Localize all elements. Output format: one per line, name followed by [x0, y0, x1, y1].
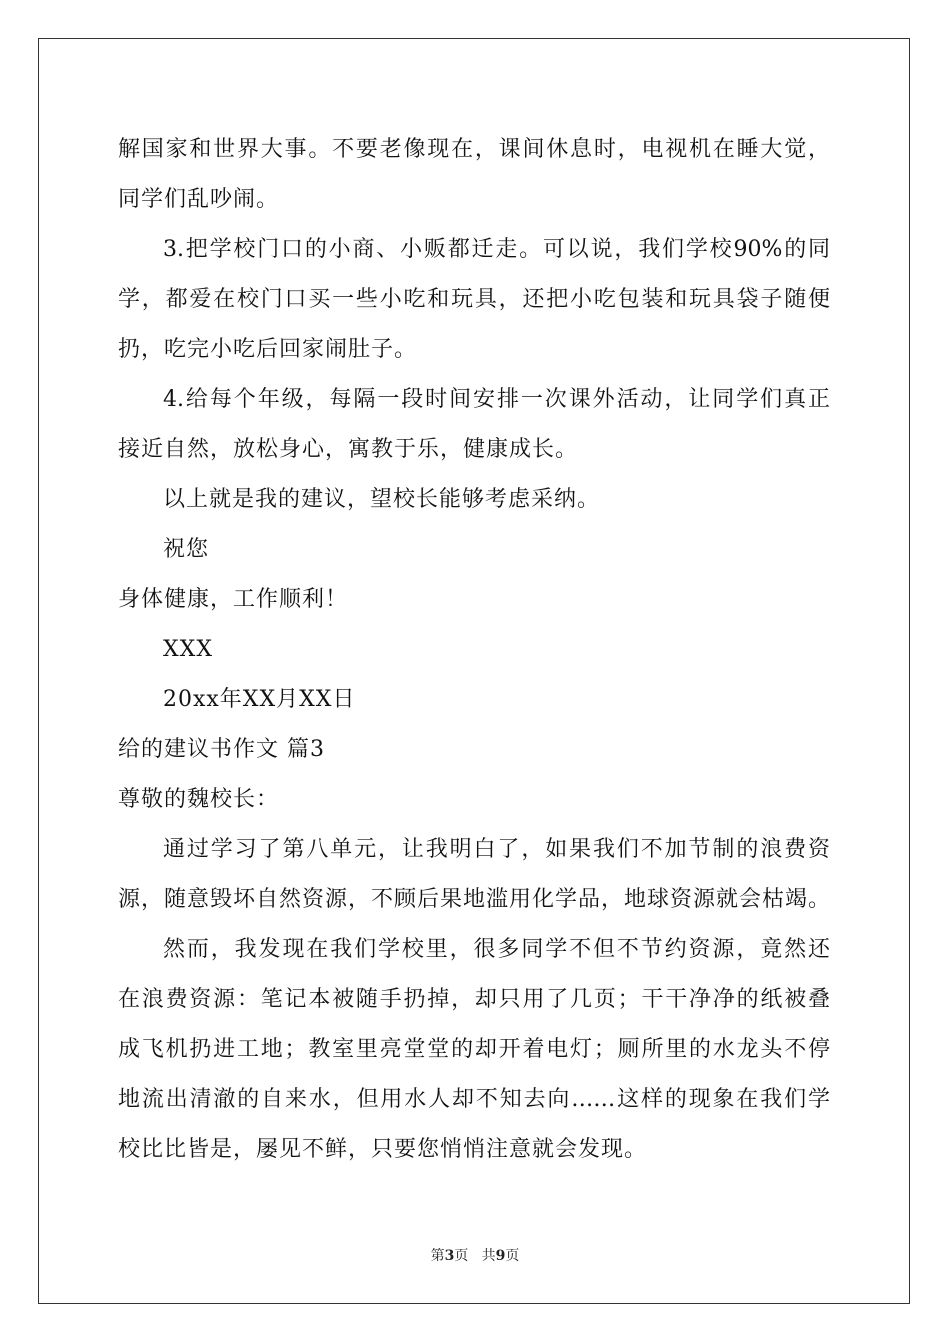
text-line: 成飞机扔进工地；教室里亮堂堂的却开着电灯；厕所里的水龙头不停	[118, 1037, 830, 1062]
text-line: 学，都爱在校门口买一些小吃和玩具，还把小吃包装和玩具袋子随便	[118, 287, 830, 312]
page-suffix: 页	[454, 1248, 469, 1264]
text-line: 在浪费资源：笔记本被随手扔掉，却只用了几页；干干净净的纸被叠	[118, 987, 830, 1012]
text-line: 以上就是我的建议，望校长能够考虑采纳。	[163, 487, 601, 512]
total-prefix: 共	[481, 1248, 496, 1264]
text-line: 源，随意毁坏自然资源，不顾后果地滥用化学品，地球资源就会枯竭。	[118, 887, 830, 912]
text-line: 解国家和世界大事。不要老像现在，课间休息时，电视机在睡大觉，	[118, 137, 830, 162]
signature-name: XXX	[163, 637, 213, 662]
page-border	[38, 38, 910, 1304]
salutation: 尊敬的魏校长：	[118, 787, 280, 812]
page-prefix: 第	[430, 1248, 445, 1264]
text-line: 接近自然，放松身心，寓教于乐，健康成长。	[118, 437, 579, 462]
text-line: 扔，吃完小吃后回家闹肚子。	[118, 337, 418, 362]
text-line: 然而，我发现在我们学校里，很多同学不但不节约资源，竟然还	[163, 937, 830, 962]
total-suffix: 页	[505, 1248, 520, 1264]
text-line: 同学们乱吵闹。	[118, 187, 280, 212]
text-line: 校比比皆是，屡见不鲜，只要您悄悄注意就会发现。	[118, 1137, 648, 1162]
signature-date: 20xx年XX月XX日	[163, 687, 356, 712]
text-line: 3.把学校门口的小商、小贩都迁走。可以说，我们学校90%的同	[163, 237, 830, 262]
text-line: 4.给每个年级，每隔一段时间安排一次课外活动，让同学们真正	[163, 387, 830, 412]
page-footer	[0, 1247, 950, 1265]
text-line: 身体健康，工作顺利！	[118, 587, 349, 612]
text-line: 地流出清澈的自来水，但用水人却不知去向……这样的现象在我们学	[118, 1087, 830, 1112]
page-number: 3	[444, 1248, 455, 1264]
section-heading: 给的建议书作文 篇3	[118, 737, 325, 762]
text-line: 祝您	[163, 537, 210, 562]
total-pages: 9	[495, 1248, 506, 1264]
text-line: 通过学习了第八单元，让我明白了，如果我们不加节制的浪费资	[163, 837, 830, 862]
